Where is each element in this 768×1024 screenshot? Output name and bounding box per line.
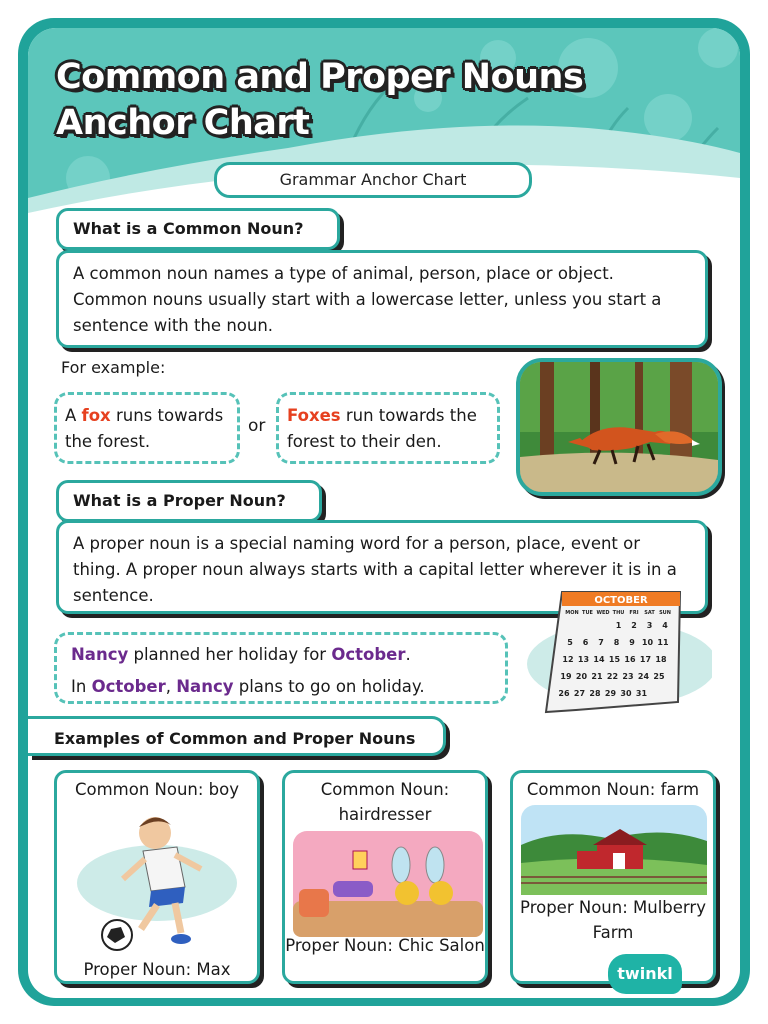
calendar-day-label: WED	[596, 610, 610, 616]
proper-example-2: In October, Nancy plans to go on holiday.	[71, 677, 425, 696]
calendar-day-label: SAT	[644, 610, 655, 616]
highlight-nancy: Nancy	[176, 677, 234, 696]
card-common-label: Common Noun: farm	[526, 780, 700, 799]
calendar-date: 21	[591, 672, 603, 681]
calendar-day-label: FRI	[629, 610, 639, 616]
anchor-chart	[28, 28, 740, 998]
examples-heading: Examples of Common and Proper Nouns	[28, 716, 446, 756]
calendar-date: 7	[598, 638, 604, 647]
example-card-boy	[54, 770, 260, 984]
calendar-date: 12	[562, 655, 574, 664]
calendar-date: 26	[558, 689, 570, 698]
calendar-date: 10	[641, 638, 654, 647]
page-title	[56, 54, 583, 146]
card-proper-label: Proper Noun: Mulberry Farm	[520, 898, 706, 942]
calendar-date: 1	[615, 621, 622, 630]
calendar-day-label: THU	[612, 610, 625, 616]
proper-noun-heading: What is a Proper Noun?	[56, 480, 322, 522]
proper-noun-examples	[54, 632, 508, 704]
highlight-october: October	[91, 677, 166, 696]
card-proper-label: Proper Noun: Chic Salon	[285, 936, 485, 955]
card-common-label: Common Noun: hairdresser	[320, 780, 450, 824]
calendar-date: 20	[575, 672, 588, 681]
card-proper-label: Proper Noun: Max	[83, 960, 231, 979]
calendar-date: 29	[604, 689, 617, 698]
calendar-date: 30	[620, 689, 632, 698]
farm-illustration	[521, 805, 707, 895]
twinkl-logo: twinkl	[608, 954, 682, 994]
calendar-date: 16	[624, 655, 636, 664]
calendar-day-label: TUE	[582, 610, 593, 616]
example-card-farm	[510, 770, 716, 984]
fox-forest-illustration	[516, 358, 722, 496]
calendar-date: 13	[577, 655, 590, 664]
calendar-date: 4	[662, 621, 668, 630]
calendar-date: 3	[646, 621, 653, 630]
calendar-month: OCTOBER	[594, 595, 648, 606]
highlight-nancy: Nancy	[71, 645, 129, 664]
highlight-october: October	[331, 645, 406, 664]
calendar-date: 24	[637, 672, 650, 681]
example-box-1: A fox runs towards the forest.	[54, 392, 240, 464]
example-card-hairdresser	[282, 770, 488, 984]
salon-illustration	[293, 831, 483, 937]
title-line-2: Anchor Chart	[56, 103, 310, 143]
for-example-label: For example:	[61, 358, 166, 377]
calendar-date: 11	[657, 638, 669, 647]
subtitle: Grammar Anchor Chart	[214, 162, 532, 198]
calendar-date: 22	[606, 672, 619, 681]
common-noun-definition: A common noun names a type of animal, person, place or object. Common nouns usually start with a lowercase letter, unless you start a sentence with the noun.	[56, 250, 708, 348]
calendar-date: 23	[622, 672, 634, 681]
example-box-2: Foxes run towards the forest to their den.	[276, 392, 500, 464]
calendar-date: 25	[653, 672, 665, 681]
calendar-date: 8	[613, 638, 620, 647]
header	[28, 28, 740, 218]
calendar-day-label: SUN	[659, 610, 671, 616]
calendar-date: 5	[567, 638, 573, 647]
card-common-label: Common Noun: boy	[74, 780, 240, 799]
calendar-date: 2	[631, 621, 637, 630]
common-noun-heading: What is a Common Noun?	[56, 208, 340, 250]
calendar-date: 9	[629, 638, 635, 647]
calendar-day-label: MON	[565, 610, 579, 616]
calendar-date: 6	[582, 638, 589, 647]
calendar-date: 17	[639, 655, 652, 664]
calendar-date: 15	[608, 655, 621, 664]
boy-illustration	[57, 803, 257, 953]
proper-noun-definition: A proper noun is a special naming word for a person, place, event or thing. A proper noun always starts with a capital letter wherever it is in a sentence.	[56, 520, 708, 614]
calendar-date: 18	[655, 655, 667, 664]
calendar-date: 28	[589, 689, 601, 698]
calendar-date: 27	[573, 689, 586, 698]
calendar-date: 14	[593, 655, 605, 664]
calendar-date: 31	[635, 689, 648, 698]
proper-example-1: Nancy planned her holiday for October.	[71, 645, 411, 664]
calendar-date: 19	[560, 672, 572, 681]
highlight-foxes: Foxes	[287, 406, 341, 425]
highlight-fox: fox	[81, 406, 111, 425]
title-line-1: Common and Proper Nouns	[56, 57, 584, 97]
or-label: or	[248, 416, 266, 436]
calendar-illustration	[512, 584, 712, 724]
